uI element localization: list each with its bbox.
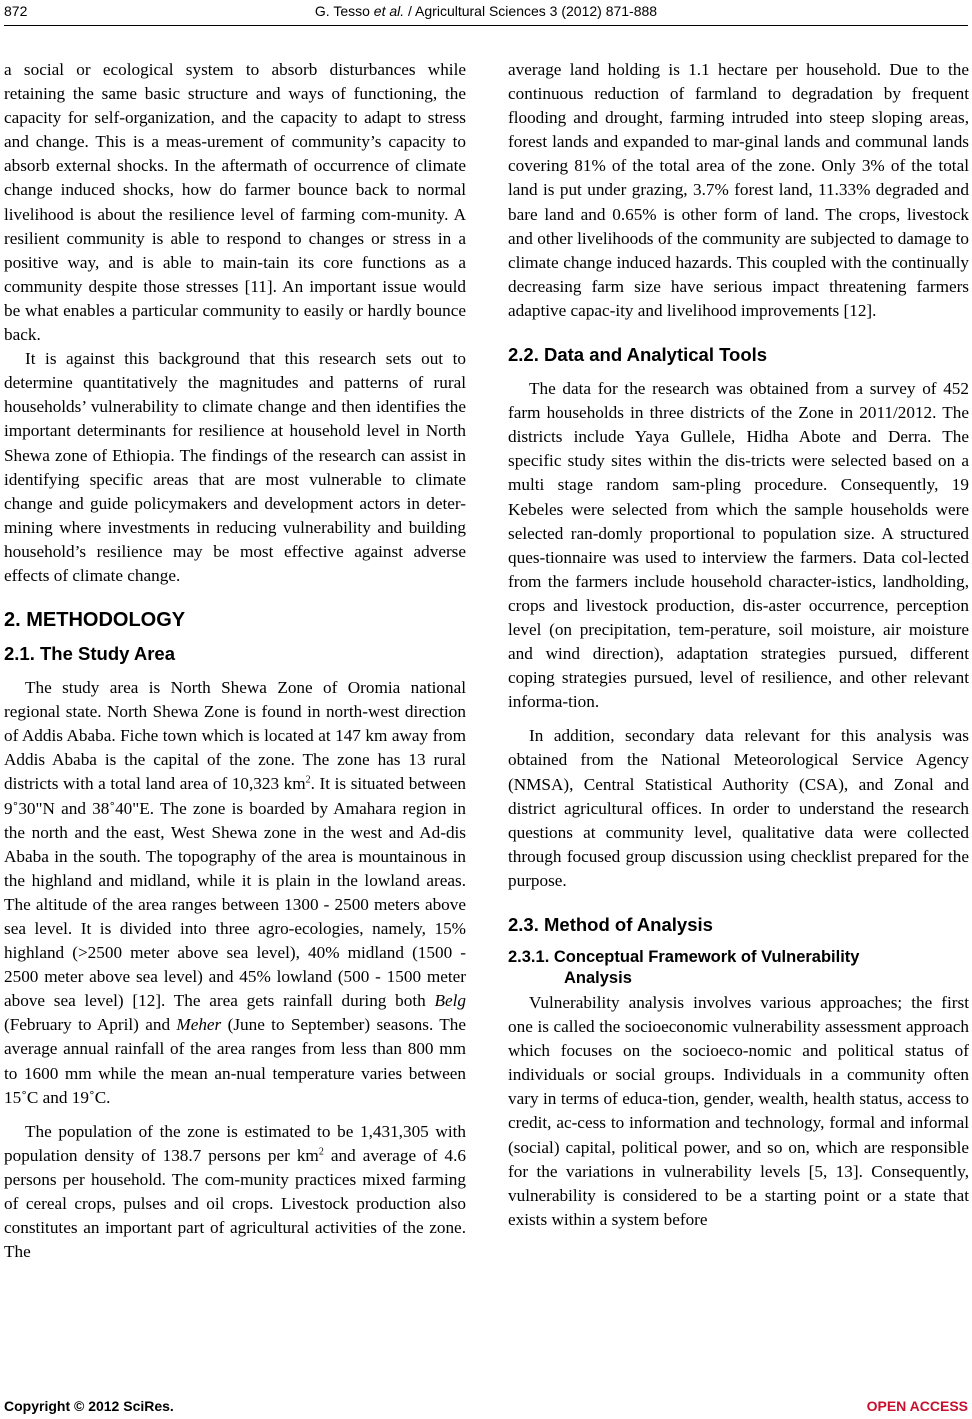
subsubsection-heading-conceptual: 2.3.1. Conceptual Framework of Vulnerability Analysis: [508, 948, 860, 987]
header-rule: [4, 25, 968, 26]
open-access-label: OPEN ACCESS: [866, 1398, 968, 1414]
paragraph: In addition, secondary data relevant for this analysis was obtained from the National Meteorological Service Agency (NMSA), Central Statistical Authority (CSA), and Zonal and district agricultural offices. In order to understand the research questions at community level, qualitative data were collected through focused group discussion using checklist prepared for the purpose.: [508, 726, 969, 890]
page-header: [0, 0, 972, 34]
paragraph: The population of the zone is estimated to be 1,431,305 with population density of 138.7 persons per $km^2$ and average of 4.6 persons per household. The com-munity practices mixed farming of cereal crops, pulses and oil crops. Livestock production also constitutes an important part of agricultural activities of the zone. The: [4, 1121, 467, 1262]
paragraph: The study area is North Shewa Zone of Oromia national regional state. North Shewa Zone is found in north-west direction of Addis Ababa. Fiche town which is located at 147 km away from Addis Ababa is the capital of the zone. The zone has 13 rural districts with a total land area of 10,323 $km^2$. It is situated between 9˚30"N and 38˚40"E. The zone is boarded by Amahara region in the north and the east, West Shewa zone in the west and Ad-dis Ababa in the south. The topography of the area is mountainous in the highland and midland, while it is plain in the lowland areas. The altitude of the area ranges between 1300 - 2500 meters above sea level. It is divided into three agro-ecologies, namely, 15% highland (>2500 meter above sea level), 40% midland (1500 - 2500 meter above sea level) and 45% lowland (500 - 1500 meter above sea level) [12]. The area gets rainfall during both Belg (February to April) and Meher (June to September) seasons. The average annual rainfall of the area ranges from less than 800 mm to 1600 mm while the mean an-nual temperature varies between 15˚C and 19˚C.: [4, 678, 467, 1107]
copyright-notice: Copyright © 2012 SciRes.: [4, 1398, 174, 1414]
left-column: [4, 58, 466, 1264]
paragraph: Vulnerability analysis involves various approaches; the first one is called the socioeconomic vulnerability assessment approach which focuses on the socioeco-nomic and political status of individuals or social groups. Individuals in a community often vary in terms of educa-tion, gender, wealth, health status, access to credit, ac-cess to information and technology, formal and informal (social) capital, political power, and so on, which are responsible for the variations in vulnerability levels [5, 13]. Consequently, vulnerability is considered to be a starting point or a state that exists within a system before: [508, 993, 969, 1229]
subsection-heading-method: 2.3. Method of Analysis: [508, 914, 713, 935]
paragraph: average land holding is 1.1 hectare per household. Due to the continuous reduction of farmland to degradation by frequent flooding and drought, farming intruded into steep sloping areas, forest lands and expanded to mar-ginal lands and communal lands covering 81% of the total area of the zone. Only 3% of the total land is put under grazing, 3.7% forest land, 11.33% degraded and bare land and 0.65% is other form of land. The crops, livestock and other livelihoods of the community are subjected to damage to climate change induced hazards. This coupled with the continually decreasing farm size have serious impact threatening farmers adaptive capac-ity and livelihood improvements [12].: [508, 60, 969, 320]
running-head-etal: et al.: [373, 3, 405, 19]
section-heading-methodology: 2. METHODOLOGY: [4, 609, 186, 632]
running-head-journal: / Agricultural Sciences 3 (2012) 871-888: [404, 3, 658, 19]
page-number: 872: [4, 3, 28, 19]
paragraph: It is against this background that this research sets out to determine quantitatively the magnitudes and patterns of rural households’ vulnerability to climate change and then identifies the important determinants for resilience at household level in North Shewa zone of Ethiopia. The findings of the research can assist in identifying specific areas that are most vulnerable to climate change and guide policymakers and development actors in deter-mining where investments in reducing vulnerability and building household’s resilience may be most effective against adverse effects of climate change.: [4, 349, 466, 585]
paragraph: The data for the research was obtained from a survey of 452 farm households in three districts of the Zone in 2011/2012. The districts include Yaya Gullele, Hidha Abote and Derra. The specific study sites within the dis-tricts were selected based on a multi stage random sam-pling procedure. Consequently, 19 Kebeles were selected from which the sample households were selected ran-domly proportional to population size. A structured ques-tionnaire was used to interview the farmers. Data col-lected from the farmers include household character-istics, landholding, crops and livestock production, dis-aster occurrence, perception level (on precipitation, tem-perature, soil moisture, air moisture and wind direction), adaptation strategies pursued, different coping strategies pursued, level of resilience, and other relevant informa-tion.: [508, 379, 969, 712]
right-column: [508, 58, 969, 1232]
subsection-heading-study-area: 2.1. The Study Area: [4, 643, 176, 665]
running-head-authors: G. Tesso: [314, 3, 374, 19]
page-footer: [0, 1398, 972, 1418]
subsection-heading-data-tools: 2.2. Data and Analytical Tools: [508, 344, 768, 366]
running-head: [0, 3, 972, 19]
paragraph: a social or ecological system to absorb disturbances while retaining the same basic structure and ways of functioning, the capacity for self-organization, and the capacity to adapt to stress and change. This is a meas-urement of community’s capacity to absorb external shocks. In the aftermath of occurrence of climate change induced shocks, how do farmer bounce back to normal livelihood is about the resilience level of farming com-munity. A resilient community is able to respond to changes or stress in a positive way, and is able to main-tain its core functions as a community despite those stresses [11]. An important issue would be what enables a particular community to easily or hardly bounce back.: [4, 60, 466, 345]
